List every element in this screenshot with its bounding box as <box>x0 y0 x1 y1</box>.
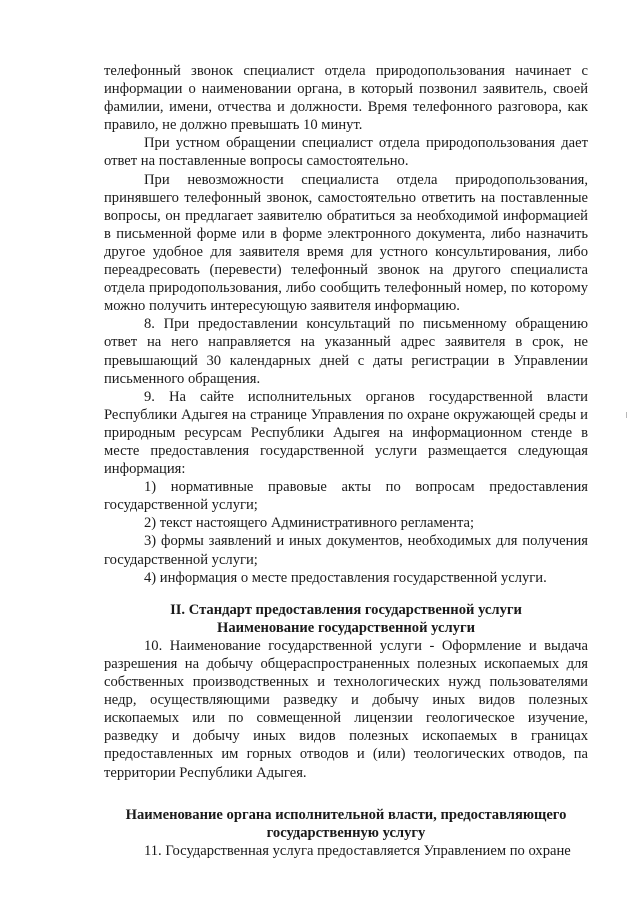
subsection-heading-organ: Наименование органа исполнительной власти, предоставляющего государственную услугу <box>125 806 567 841</box>
spacer <box>104 587 588 601</box>
paragraph-9: 9. На сайте исполнительных органов государственной власти Республики Адыгея на странице Управления по охране окружающей среды и природным ресурсам Республики Адыгея на информационном стенде в месте предоставления государственной услуги размещается следующая информация: <box>104 388 588 478</box>
spacer <box>104 782 588 806</box>
paragraph-8: 8. При предоставлении консультаций по письменному обращению ответ на него направляется на указанный адрес заявителя в срок, не превышающий 30 календарных дней с даты регистрации в Управлении письменного обращения. <box>104 316 588 387</box>
list-item-1: 1) нормативные правовые акты по вопросам предоставления государственной услуги; <box>104 479 588 514</box>
paragraph-phone-call: телефонный звонок специалист отдела природопользования начинает с информации о наименовании органа, в который позвонил заявитель, своей фамилии, имени, отчества и должности. Время телефонного разговора, как правило, не должно превышать 10 минут. <box>104 63 588 134</box>
list-item-4: 4) информация о месте предоставления государственной услуги. <box>144 569 547 586</box>
list-item-2: 2) текст настоящего Административного регламента; <box>144 515 475 532</box>
paragraph-oral-request: При устном обращении специалист отдела природопользования дает ответ на поставленные вопросы самостоятельно. <box>104 135 588 170</box>
document-page <box>104 62 588 860</box>
list-item-3: 3) формы заявлений и иных документов, необходимых для получения государственной услуги; <box>104 533 588 568</box>
paragraph-10: 10. Наименование государственной услуги - Оформление и выдача разрешения на добычу общераспространенных полезных ископаемых для собственных производственных и технологических нужд пользователями недр, осуществляющими разведку и добычу иных видов полезных ископаемых или по совмещенной лицензии геологическое изучение, разведку и добычу иных видов полезных ископаемых в границах предоставленных им горных отводов и (или) теологических отводов, па территории Республики Адыгея. <box>104 637 588 781</box>
section-heading: II. Стандарт предоставления государственной услуги <box>170 601 522 618</box>
paragraph-impossible-answer: При невозможности специалиста отдела природопользования, принявшего телефонный звонок, самостоятельно ответить на поставленные вопросы, он предлагает заявителю обратиться за необходимой информацией в письменной форме или в форме электронного документа, либо назначить другое удобное для заявителя время для устного консультирования, либо переадресовать (перевести) телефонный звонок на другого специалиста отдела природопользования, либо сообщить телефонный номер, по которому можно получить интересующую заявителя информацию. <box>104 171 588 315</box>
paragraph-11: 11. Государственная услуга предоставляется Управлением по охране <box>144 842 571 859</box>
scan-edge-mark <box>626 412 627 418</box>
subsection-heading-service-name: Наименование государственной услуги <box>217 619 475 636</box>
